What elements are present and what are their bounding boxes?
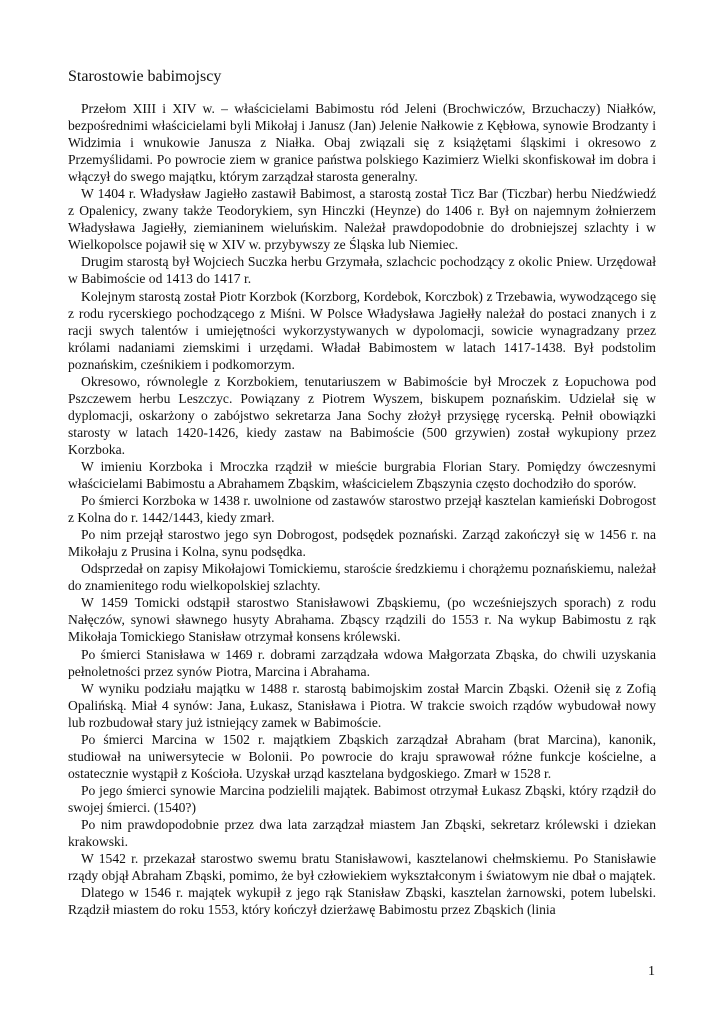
paragraph: Odsprzedał on zapisy Mikołajowi Tomickiemu, staroście średzkiemu i chorążemu poznańskiemu, należał do znamienitego rodu wielkopolskiej szlachty. bbox=[68, 561, 656, 594]
paragraph: Kolejnym starostą został Piotr Korzbok (Korzborg, Kordebok, Korczbok) z Trzebawia, wywodzącego się z rodu rycerskiego pochodzącego z Miśni. W Polsce Władysława Jagiełły należał do postaci znanych i z racji swych talentów i umiejętności wykorzystywanych w dypolomacji, sowicie wynagradzany przez królami nadaniami ziemskimi i urzędami. Władał Babimostem w latach 1417-1438. Był podstolim poznańskim, cześnikiem i podkomorzym. bbox=[68, 288, 656, 372]
paragraph: Po nim przejął starostwo jego syn Dobrogost, podsędek poznański. Zarząd zakończył się w 1456 r. na Mikołaju z Prusina i Kolna, synu podsędka. bbox=[68, 527, 656, 560]
paragraph: W wyniku podziału majątku w 1488 r. starostą babimojskim został Marcin Zbąski. Ożenił się z Zofią Opalińską. Miał 4 synów: Jana, Łukasz, Stanisława i Piotra. W trakcie swoich rządów wybudował nowy lub rozbudował stary już istniejący zamek w Babimoście. bbox=[68, 680, 656, 730]
paragraph: Po śmierci Korzboka w 1438 r. uwolnione od zastawów starostwo przejął kasztelan kamieński Dobrogost z Kolna do r. 1442/1443, kiedy zmarł. bbox=[68, 493, 656, 526]
paragraph: Przełom XIII i XIV w. – właścicielami Babimostu ród Jeleni (Brochwiczów, Brzuchaczy) Niałków, bezpośrednimi właścicielami byli Mikołaj i Janusz (Jan) Jelenie Nałkowie z Kębłowa, synowie Brodzanty i Widzimia i wnukowie Janusza z Niałka. Obaj związali się z książętami śląskimi i okresowo z Przemyślidami. Po powrocie ziem w granice państwa polskiego Kazimierz Wielki skonfiskował im dobra i włączył do swego majątku, którym zarządzał starosta generalny. bbox=[68, 101, 656, 185]
page-title: Starostowie babimojscy bbox=[68, 68, 222, 85]
document-body bbox=[68, 100, 656, 918]
paragraph: Po nim prawdopodobnie przez dwa lata zarządzał miastem Jan Zbąski, sekretarz królewski i dziekan krakowski. bbox=[68, 816, 656, 850]
paragraph: Okresowo, równolegle z Korzbokiem, tenutariuszem w Babimoście był Mroczek z Łopuchowa pod Pszczewem herbu Leszczyc. Powiązany z Piotrem Wyszem, biskupem poznańskim. Udzielał się w dyplomacji, oskarżony o zabójstwo sekretarza Jana Sochy złożył przysięgę rycerską. Pełnił obowiązki starosty w latach 1420-1426, kiedy zastaw na Babimoście (500 grzywien) został wykupiony przez Korzboka. bbox=[68, 373, 656, 457]
paragraph: Po jego śmierci synowie Marcina podzielili majątek. Babimost otrzymał Łukasz Zbąski, który rządził do swojej śmierci. (1540?) bbox=[68, 782, 656, 815]
paragraph: W imieniu Korzboka i Mroczka rządził w mieście burgrabia Florian Stary. Pomiędzy ówczesnymi właścicielami Babimostu a Abrahamem Zbąskim, właścicielem Zbąszynia często dochodziło do sporów. bbox=[68, 458, 656, 492]
paragraph: Dlatego w 1546 r. majątek wykupił z jego rąk Stanisław Zbąski, kasztelan żarnowski, potem lubelski. Rządził miastem do roku 1553, który kończył dzierżawę Babimostu przez Zbąskich (linia bbox=[68, 885, 656, 918]
paragraph: Drugim starostą był Wojciech Suczka herbu Grzymała, szlachcic pochodzący z okolic Pniew. Urzędował w Babimoście od 1413 do 1417 r. bbox=[68, 254, 656, 287]
paragraph: W 1542 r. przekazał starostwo swemu bratu Stanisławowi, kasztelanowi chełmskiemu. Po Stanisławie rządy objął Abraham Zbąski, pomimo, że był człowiekiem wykształconym i światowym nie dbał o majątek. bbox=[68, 851, 656, 884]
page-number: 1 bbox=[648, 964, 655, 979]
paragraph: W 1459 Tomicki odstąpił starostwo Stanisławowi Zbąskiemu, (po wcześniejszych sporach) z rodu Nałęczów, synowi sławnego husyty Abrahama. Zbąscy rządzili do 1553 r. Na wykup Babimostu z rąk Mikołaja Tomickiego Stanisław otrzymał konsens królewski. bbox=[68, 595, 656, 645]
paragraph: Po śmierci Stanisława w 1469 r. dobrami zarządzała wdowa Małgorzata Zbąska, do chwili uzyskania pełnoletności przez synów Piotra, Marcina i Abrahama. bbox=[68, 646, 656, 679]
paragraph: W 1404 r. Władysław Jagiełło zastawił Babimost, a starostą został Ticz Bar (Ticzbar) herbu Niedźwiedź z Opalenicy, zwany także Teodorykiem, syn Hinczki (Heynze) do 1406 r. Był on najemnym żołnierzem Władysława Jagiełły, ziemianinem wieluńskim. Należał prawdopodobnie do drobniejszej szlachty i w Wielkopolsce pojawił się w XIV w. przybywszy ze Śląska lub Niemiec. bbox=[68, 186, 656, 253]
paragraph: Po śmierci Marcina w 1502 r. majątkiem Zbąskich zarządzał Abraham (brat Marcina), kanonik, studiował na uniwersytecie w Bolonii. Po powrocie do kraju sprawował różne funkcje kościelne, a ostatecznie wystąpił z Kościoła. Uzyskał urząd kasztelana bydgoskiego. Zmarł w 1528 r. bbox=[68, 731, 656, 781]
